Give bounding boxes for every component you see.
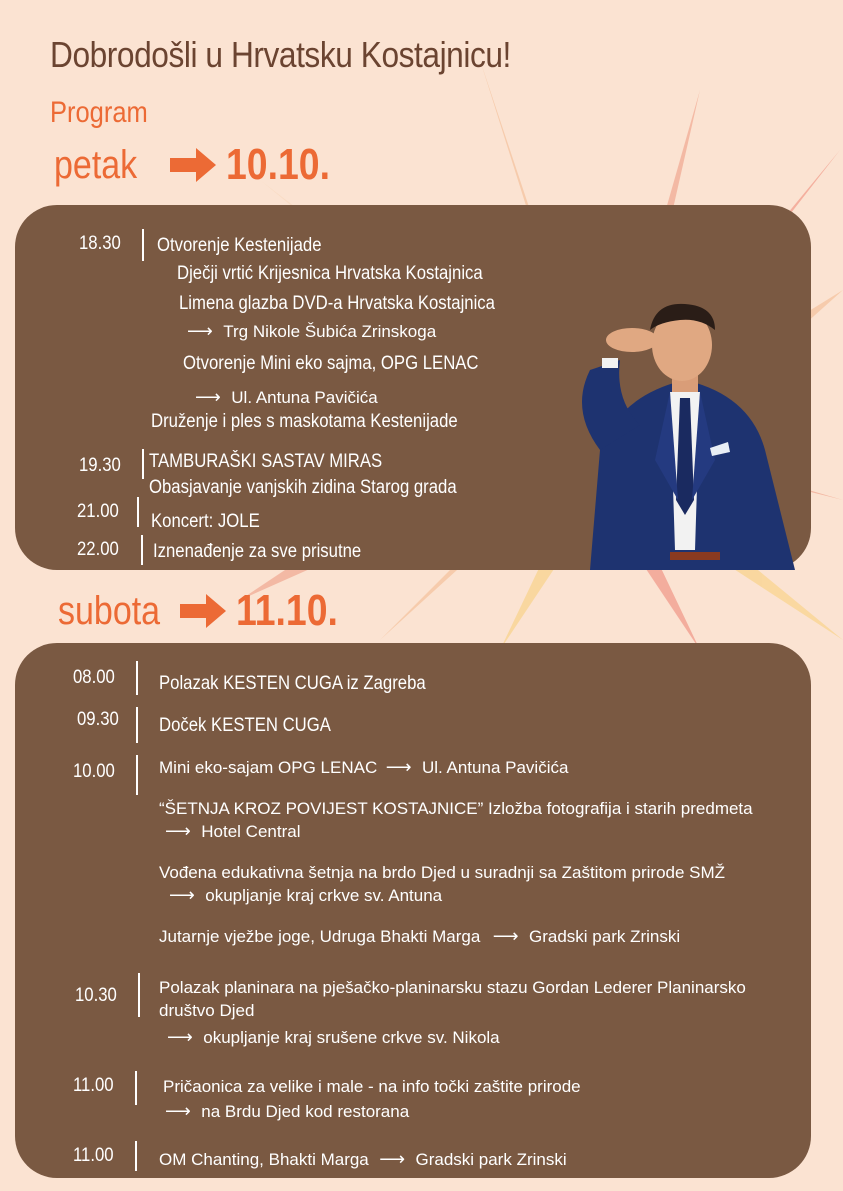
location-text: Hotel Central — [201, 822, 301, 841]
location-text: okupljanje kraj srušene crkve sv. Nikola — [203, 1028, 500, 1047]
saturday-day-name: subota — [58, 588, 161, 633]
right-arrow-icon — [180, 593, 228, 629]
event-text: Druženje i ples s maskotama Kestenijade — [151, 411, 458, 432]
location-text: Gradski park Zrinski — [415, 1150, 567, 1169]
location-text: okupljanje kraj crkve sv. Antuna — [205, 886, 443, 905]
divider — [137, 497, 139, 527]
event-text: Otvorenje Mini eko sajma, OPG LENAC — [183, 353, 479, 374]
event-text: Dječji vrtić Krijesnica Hrvatska Kostajnica — [177, 263, 483, 284]
time-label: 22.00 — [77, 539, 119, 560]
event-text: “ŠETNJA KROZ POVIJEST KOSTAJNICE” Izložba fotografija i starih predmeta — [159, 799, 753, 818]
friday-header — [54, 140, 348, 190]
divider — [142, 229, 144, 261]
program-heading: Program — [50, 96, 148, 129]
event-text: Limena glazba DVD-a Hrvatska Kostajnica — [179, 293, 495, 314]
divider — [141, 535, 143, 565]
event-text: Polazak KESTEN CUGA iz Zagreba — [159, 673, 426, 694]
divider — [135, 1071, 137, 1105]
divider — [138, 973, 140, 1017]
event-text: TAMBURAŠKI SASTAV MIRAS — [149, 451, 383, 472]
time-label: 10.00 — [73, 761, 115, 782]
location-text: na Brdu Djed kod restorana — [201, 1102, 410, 1121]
page-title: Dobrodošli u Hrvatsku Kostajnicu! — [50, 34, 511, 75]
event-text: Pričaonica za velike i male - na info točki zaštite prirode — [163, 1077, 581, 1096]
time-label: 09.30 — [77, 709, 119, 730]
long-right-arrow-icon: ⟶ — [165, 821, 191, 842]
event-text: društvo Djed — [159, 1001, 255, 1020]
long-right-arrow-icon: ⟶ — [492, 926, 519, 947]
friday-date: 10.10. — [226, 140, 330, 189]
long-right-arrow-icon: ⟶ — [195, 387, 221, 408]
time-label: 21.00 — [77, 501, 119, 522]
time-label: 11.00 — [73, 1145, 114, 1166]
long-right-arrow-icon: ⟶ — [165, 1101, 191, 1122]
friday-day-name: petak — [54, 142, 138, 187]
saturday-date: 11.10. — [236, 586, 338, 635]
saturday-schedule-panel — [15, 643, 811, 1178]
long-right-arrow-icon: ⟶ — [385, 757, 412, 778]
location-text: Gradski park Zrinski — [529, 927, 681, 946]
time-label: 11.00 — [73, 1075, 114, 1096]
location-text: Ul. Antuna Pavičića — [231, 388, 378, 407]
event-text: Vođena edukativna šetnja na brdo Djed u suradnji sa Zaštitom prirode SMŽ — [159, 863, 726, 882]
divider — [135, 1141, 137, 1171]
divider — [142, 449, 144, 479]
long-right-arrow-icon: ⟶ — [379, 1149, 406, 1170]
time-label: 10.30 — [75, 985, 117, 1006]
location-text: Ul. Antuna Pavičića — [421, 758, 569, 777]
right-arrow-icon — [170, 147, 218, 183]
performer-photo — [560, 300, 810, 570]
divider — [136, 661, 138, 695]
long-right-arrow-icon: ⟶ — [169, 885, 195, 906]
time-label: 08.00 — [73, 667, 115, 688]
event-text: Doček KESTEN CUGA — [159, 715, 331, 736]
long-right-arrow-icon: ⟶ — [187, 321, 213, 342]
event-text: Jutarnje vježbe joge, Udruga Bhakti Marga — [159, 927, 481, 946]
event-text: Mini eko-sajam OPG LENAC — [159, 758, 378, 777]
divider — [136, 707, 138, 743]
event-text: Iznenađenje za sve prisutne — [153, 541, 362, 562]
long-right-arrow-icon: ⟶ — [167, 1027, 193, 1048]
time-label: 19.30 — [79, 455, 121, 476]
event-text: Otvorenje Kestenijade — [157, 235, 322, 256]
event-text: OM Chanting, Bhakti Marga — [159, 1150, 369, 1169]
saturday-header — [58, 586, 356, 636]
event-text: Polazak planinara na pješačko-planinarsku stazu Gordan Lederer Planinarsko — [159, 978, 746, 997]
time-label: 18.30 — [79, 233, 121, 254]
event-text: Koncert: JOLE — [151, 511, 260, 532]
divider — [136, 755, 138, 795]
event-text: Obasjavanje vanjskih zidina Starog grada — [149, 477, 457, 498]
location-text: Trg Nikole Šubića Zrinskoga — [223, 322, 437, 341]
